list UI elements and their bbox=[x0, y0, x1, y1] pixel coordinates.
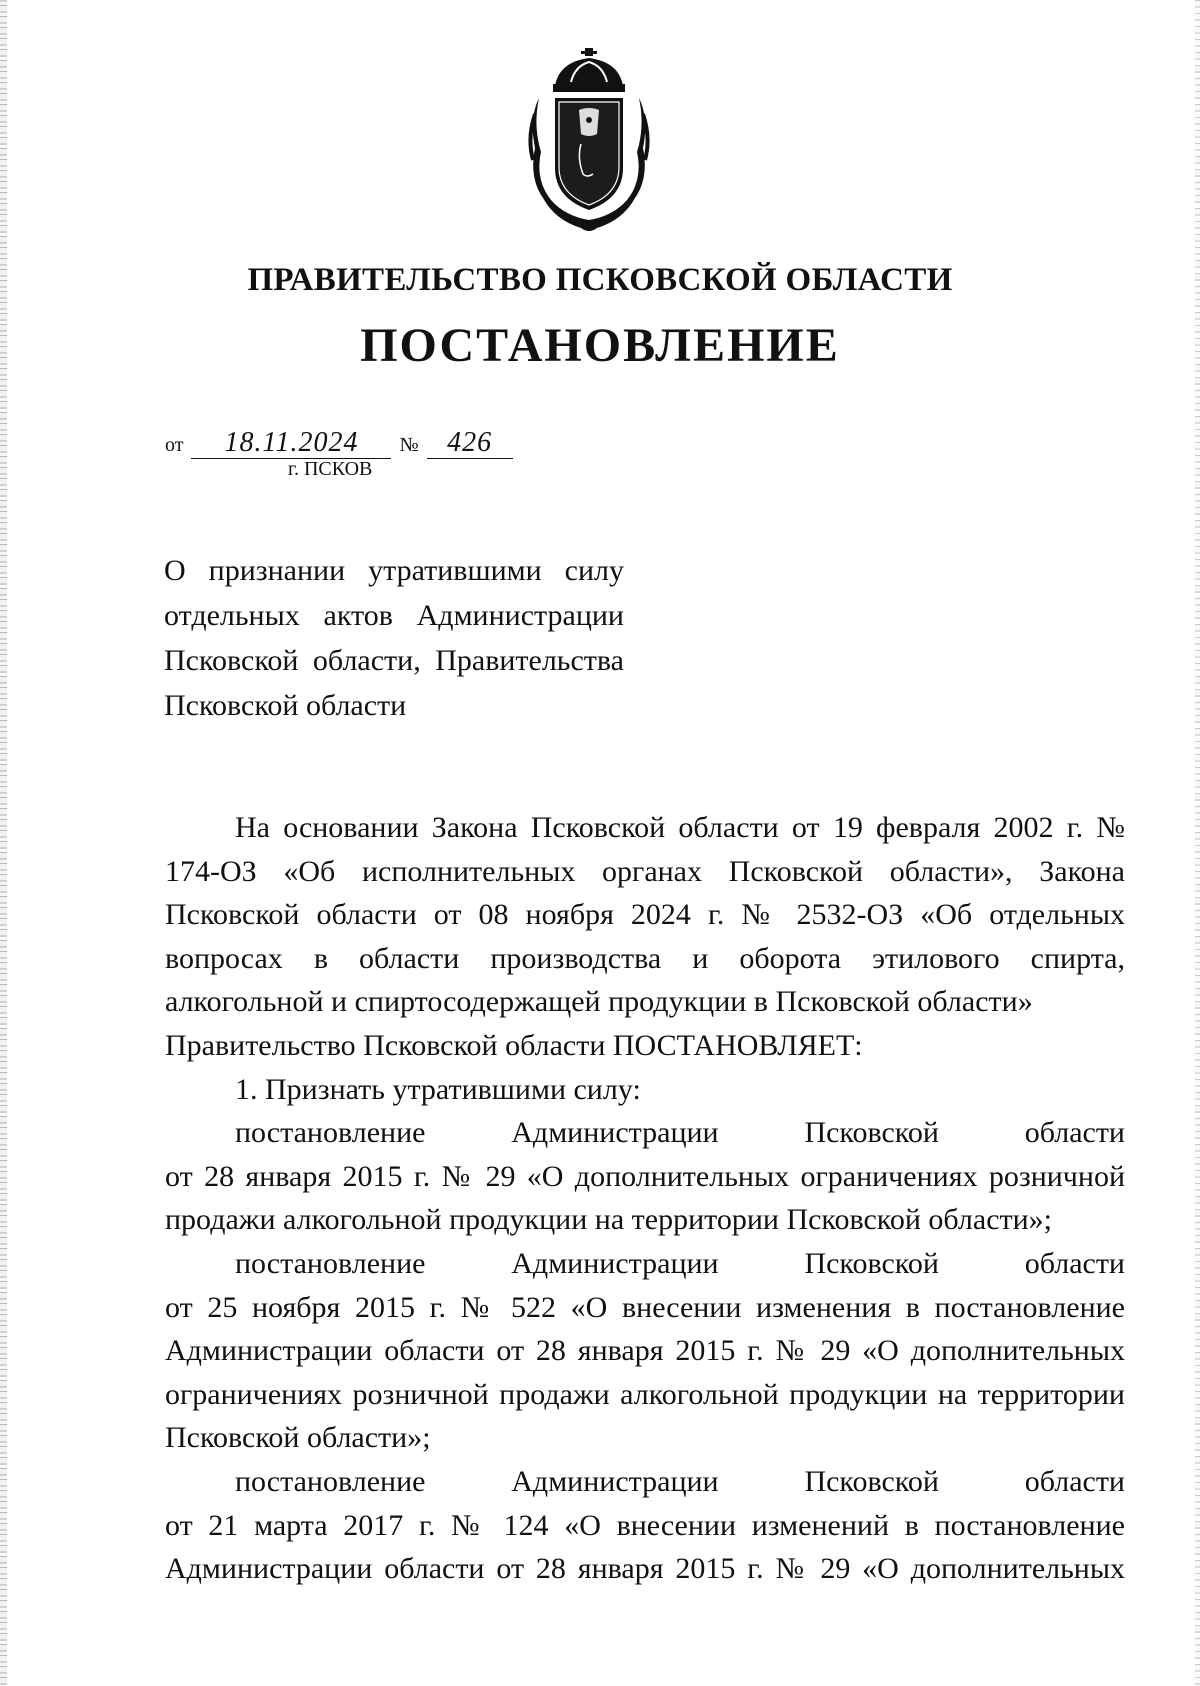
ref-word: постановление bbox=[235, 1116, 426, 1150]
ref-word: Псковской bbox=[804, 1246, 939, 1280]
crown-icon bbox=[553, 48, 625, 92]
document-subject bbox=[164, 548, 624, 728]
reference-heading-row bbox=[165, 1242, 1125, 1286]
ref-word: Администрации bbox=[511, 1116, 719, 1150]
handwritten-date: 18.11.2024 bbox=[191, 428, 391, 459]
subject-line: О признании утратившими силу bbox=[164, 554, 624, 587]
document-date-number-line bbox=[165, 428, 513, 459]
preamble-conclusion: Правительство Псковской области ПОСТАНОВЛЯЕТ: bbox=[165, 1028, 863, 1062]
document-type-title: ПОСТАНОВЛЕНИЕ bbox=[360, 319, 840, 372]
ref-word: постановление bbox=[235, 1246, 426, 1280]
reference-heading-row bbox=[165, 1111, 1125, 1155]
reference-item: от 28 января 2015 г. № 29 «О дополнительных ограничениях розничной продажи алкогольной продукции на территории Псковской области»; bbox=[165, 1159, 1125, 1237]
city-label: г. ПСКОВ bbox=[288, 458, 373, 480]
ref-word: области bbox=[1024, 1464, 1125, 1498]
organization-title: ПРАВИТЕЛЬСТВО ПСКОВСКОЙ ОБЛАСТИ bbox=[247, 262, 953, 298]
subject-line: отдельных актов Администрации bbox=[164, 599, 624, 632]
reference-item: от 21 марта 2017 г. № 124 «О внесении изменений в постановление Администрации области от 28 января 2015 г. № 29 «О дополнительных bbox=[165, 1508, 1125, 1586]
ref-word: Псковской bbox=[804, 1464, 939, 1498]
subject-line: Псковской области bbox=[164, 689, 407, 722]
date-prefix: от bbox=[165, 434, 184, 456]
scan-edge-left bbox=[0, 0, 7, 1686]
reference-item: от 25 ноября 2015 г. № 522 «О внесении изменения в постановление Администрации области от 28 января 2015 г. № 29 «О дополнительных ограничениях розничной продажи алкогольной продукции на территории Псковской области»; bbox=[165, 1290, 1125, 1455]
ref-word: Псковской bbox=[804, 1116, 939, 1150]
reference-heading-row bbox=[165, 1460, 1125, 1504]
ref-word: Администрации bbox=[511, 1464, 719, 1498]
ref-word: области bbox=[1024, 1246, 1125, 1280]
subject-line: Псковской области, Правительства bbox=[164, 644, 624, 677]
preamble-paragraph: На основании Закона Псковской области от 19 февраля 2002 г. № 174-ОЗ «Об исполнительных органах Псковской области», Закона Псковской области от 08 ноября 2024 г. № 2532-ОЗ «Об отдельных вопросах в области производства и оборота этилового спирта, алкогольной и спиртосодержащей продукции в Псковской области» bbox=[165, 811, 1125, 1019]
pskov-oblast-coat-of-arms-icon bbox=[525, 48, 653, 238]
ref-word: Администрации bbox=[511, 1246, 719, 1280]
handwritten-number: 426 bbox=[427, 428, 513, 459]
item-1-heading: 1. Признать утратившими силу: bbox=[235, 1072, 641, 1106]
ref-word: постановление bbox=[235, 1464, 426, 1498]
document-body bbox=[165, 806, 1125, 1591]
number-prefix: № bbox=[399, 434, 419, 456]
shield-icon bbox=[555, 98, 623, 210]
scan-edge-right bbox=[1195, 0, 1200, 1686]
ref-word: области bbox=[1024, 1116, 1125, 1150]
